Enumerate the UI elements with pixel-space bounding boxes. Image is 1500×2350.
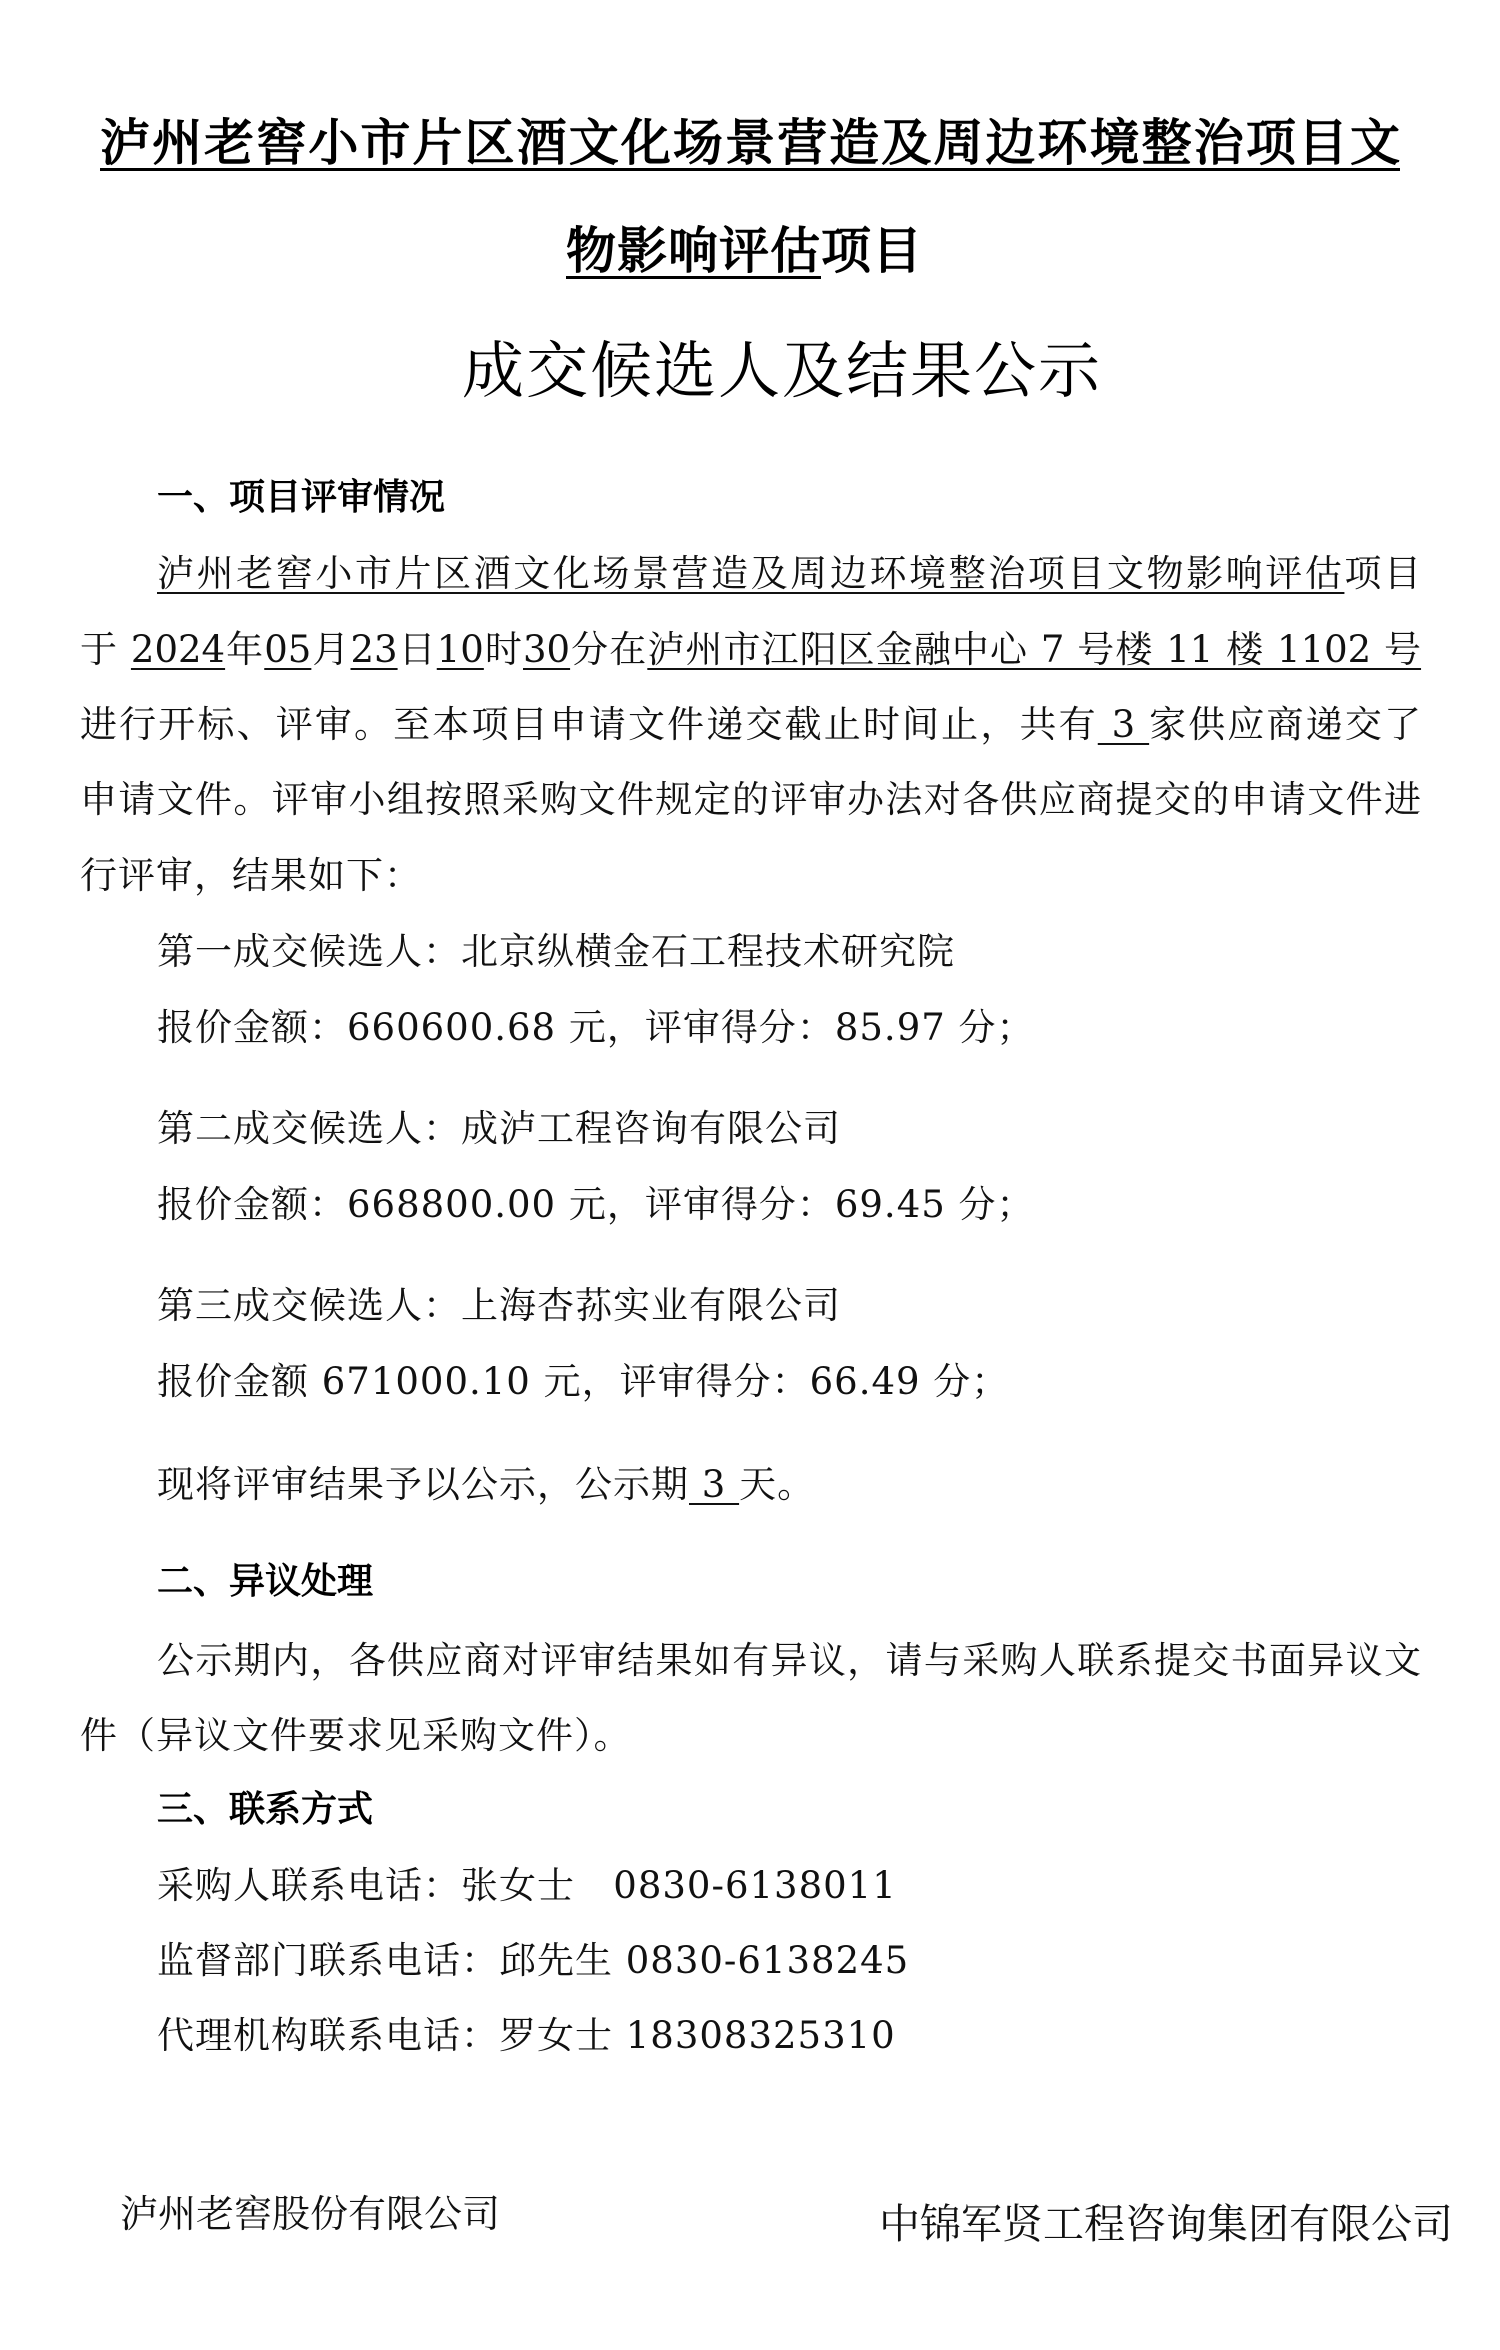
open-location: 泸州市江阳区金融中心 7 号楼 11 楼 1102 号 [647, 628, 1422, 671]
supplier-count: 3 [1097, 703, 1150, 746]
section-1-paragraph-line-3 [80, 703, 1421, 746]
text: 进行开标、评审。至本项目申请文件递交截止时间止，共有 [80, 703, 1098, 746]
title-project-name-part-2: 物影响评估 [566, 222, 821, 280]
footer-agency-name: 中锦军贤工程咨询集团有限公司 [879, 2200, 1453, 2248]
project-name-suffix: 项目 [1344, 552, 1422, 595]
section-1-paragraph-line-5: 行评审，结果如下： [80, 854, 422, 897]
publicity-days: 3 [689, 1463, 740, 1506]
text: 于 [80, 628, 131, 671]
section-3-heading: 三、联系方式 [157, 1789, 374, 1830]
text: 现将评审结果予以公示，公示期 [157, 1463, 689, 1506]
section-1-heading: 一、项目评审情况 [157, 477, 446, 518]
publicity-period [157, 1463, 816, 1506]
candidate-3-name: 第三成交候选人：上海杏荪实业有限公司 [157, 1284, 841, 1327]
text: 天。 [739, 1463, 816, 1506]
open-day: 23 [350, 628, 398, 671]
text: 家供应商递交了 [1149, 703, 1421, 746]
project-name: 泸州老窖小市片区酒文化场景营造及周边环境整治项目文物影响评估 [157, 552, 1345, 595]
open-year: 2024 [130, 628, 226, 671]
document-title-line-1 [100, 114, 1400, 172]
open-minute: 30 [523, 628, 571, 671]
section-1-paragraph-line-2 [80, 628, 1422, 671]
contact-supervisor: 监督部门联系电话：邱先生 0830-6138245 [157, 1939, 910, 1982]
candidate-3-price-score: 报价金额 671000.10 元，评审得分：66.49 分； [157, 1360, 1010, 1403]
section-1-paragraph-line-4: 申请文件。评审小组按照采购文件规定的评审办法对各供应商提交的申请文件进 [80, 778, 1421, 821]
contact-agency: 代理机构联系电话：罗女士 18308325310 [157, 2014, 896, 2057]
text: 日 [397, 628, 437, 671]
text: 月 [311, 628, 351, 671]
section-1-paragraph-line-1 [157, 552, 1422, 595]
text: 分在 [570, 628, 648, 671]
section-2-paragraph-line-2: 件（异议文件要求见采购文件）。 [80, 1714, 632, 1757]
section-2-heading: 二、异议处理 [157, 1561, 374, 1602]
text: 年 [225, 628, 265, 671]
open-month: 05 [264, 628, 312, 671]
candidate-2-name: 第二成交候选人：成泸工程咨询有限公司 [157, 1107, 841, 1150]
candidate-1-name: 第一成交候选人：北京纵横金石工程技术研究院 [157, 930, 955, 973]
contact-purchaser: 采购人联系电话：张女士 0830-6138011 [157, 1864, 897, 1907]
title-project-name-part-1: 泸州老窖小市片区酒文化场景营造及周边环境整治项目文 [100, 114, 1400, 172]
open-hour: 10 [436, 628, 484, 671]
text: 时 [483, 628, 523, 671]
document-title-line-2 [566, 222, 923, 280]
document-subtitle: 成交候选人及结果公示 [462, 334, 1103, 407]
footer-purchaser-name: 泸州老窖股份有限公司 [120, 2192, 501, 2236]
section-2-paragraph-line-1: 公示期内，各供应商对评审结果如有异议，请与采购人联系提交书面异议文 [157, 1639, 1421, 1682]
candidate-1-price-score: 报价金额：660600.68 元，评审得分：85.97 分； [157, 1006, 1035, 1049]
candidate-2-price-score: 报价金额：668800.00 元，评审得分：69.45 分； [157, 1183, 1035, 1226]
title-project-suffix: 项目 [821, 222, 923, 280]
